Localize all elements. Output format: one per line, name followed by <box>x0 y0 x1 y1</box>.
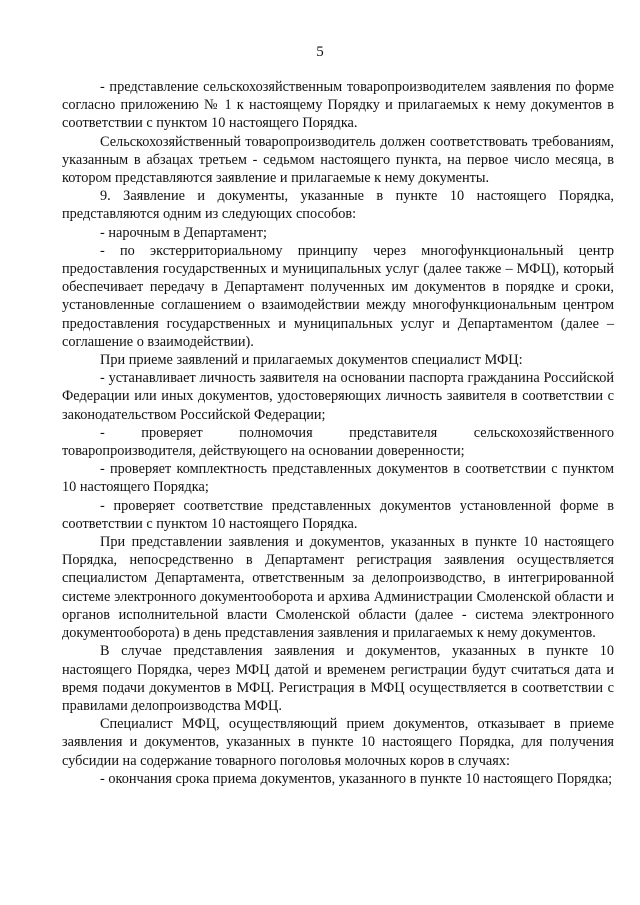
paragraph: - представление сельскохозяйственным товаропроизводителем заявления по форме согласно приложению № 1 к настоящему Порядку и прилагаемых к нему документов в соответствии с пунктом 10 настоящего Порядка. <box>62 79 614 132</box>
paragraph: Сельскохозяйственный товаропроизводитель должен соответствовать требованиям, указанным в абзацах третьем - седьмом настоящего пункта, на первое число месяца, в котором представляются заявление и прилагаемые к нему документы. <box>62 133 614 187</box>
paragraph: Специалист МФЦ, осуществляющий прием документов, отказывает в приеме заявления и документов, указанных в пункте 10 настоящего Порядка, для получения субсидии на содержание товарного поголовья молочных коров в случаях: <box>62 716 614 769</box>
page-number: 5 <box>316 44 324 60</box>
paragraph: - устанавливает личность заявителя на основании паспорта гражданина Российской Федерации или иных документов, удостоверяющих личность заявителя в соответствии с законодательством Российской Федерации; <box>62 370 614 423</box>
paragraph: - проверяет соответствие представленных документов установленной форме в соответствии с пунктом 10 настоящего Порядка. <box>62 497 614 532</box>
paragraph: - проверяет полномочия представителя сельскохозяйственного товаропроизводителя, действующего на основании доверенности; <box>62 424 614 460</box>
paragraph: При представлении заявления и документов, указанных в пункте 10 настоящего Порядка, непосредственно в Департамент регистрация заявления осуществляется специалистом Департамента, ответственным за делопроизводство, в интегрированной системе электронного документооборота и архива Администрации Смоленской области и органов исполнительной власти Смоленской области (далее - система электронного документооборота) в день представления заявления и прилагаемых к нему документов. <box>62 534 614 642</box>
paragraph: - по экстерриториальному принципу через многофункциональный центр предоставления государственных и муниципальных услуг (далее также – МФЦ), который обеспечивает передачу в Департамент полученных им документов в порядке и сроки, установленные соглашением о взаимодействии между многофункциональным центром предоставления государственных и муниципальных услуг и Департаментом (далее – соглашение о взаимодействии). <box>62 242 614 350</box>
paragraph: При приеме заявлений и прилагаемых документов специалист МФЦ: <box>100 352 523 369</box>
paragraph: - проверяет комплектность представленных документов в соответствии с пунктом 10 настоящего Порядка; <box>62 461 614 496</box>
paragraph: 9. Заявление и документы, указанные в пункте 10 настоящего Порядка, представляются одним из следующих способов: <box>62 188 614 223</box>
paragraph: - нарочным в Департамент; <box>100 224 267 241</box>
paragraph: В случае представления заявления и документов, указанных в пункте 10 настоящего Порядка, через МФЦ датой и временем регистрации будут считаться дата и время подачи документов в МФЦ. Регистрация в МФЦ осуществляется в соответствии с правилами делопроизводства МФЦ. <box>62 643 614 714</box>
paragraph: - окончания срока приема документов, указанного в пункте 10 настоящего Порядка; <box>100 770 613 787</box>
document-body <box>62 78 614 788</box>
